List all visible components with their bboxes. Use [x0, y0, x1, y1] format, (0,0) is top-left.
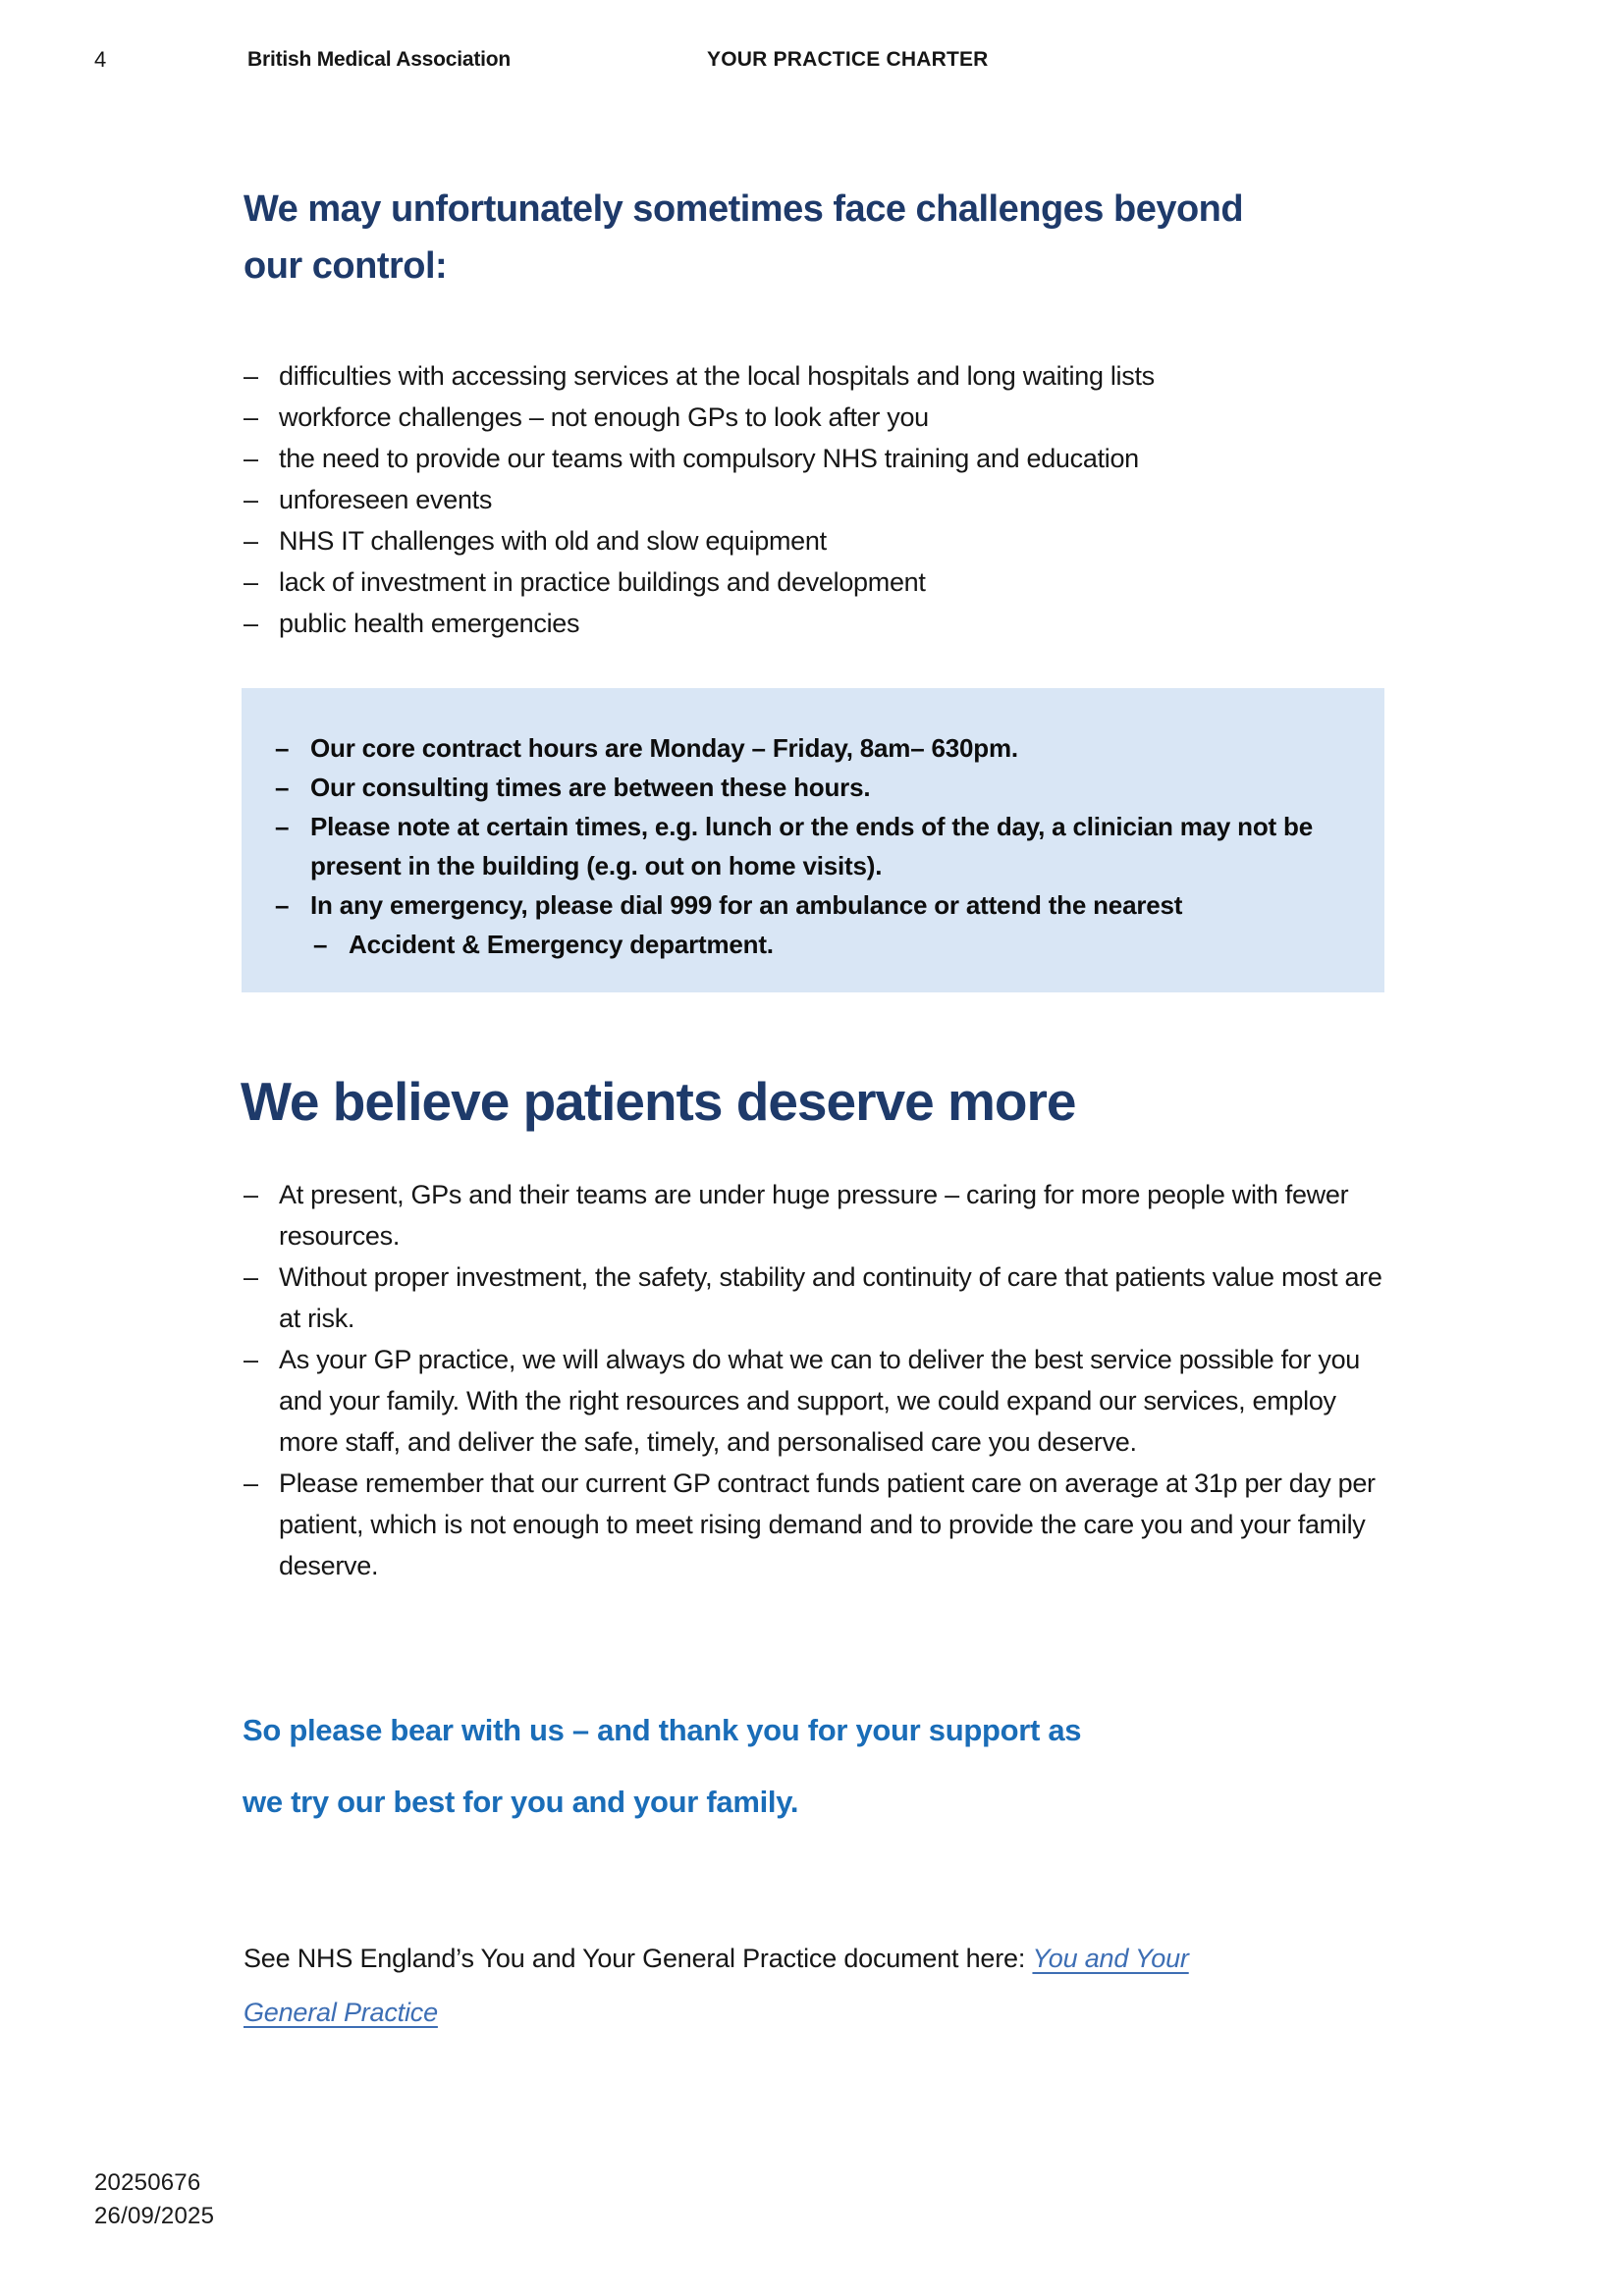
- organisation-name: British Medical Association: [247, 48, 512, 71]
- dash-bullet-icon: –: [313, 930, 328, 959]
- list-item: [244, 1339, 1386, 1463]
- list-item-body: [349, 925, 1357, 964]
- list-item-text: Please remember that our current GP contract funds patient care on average at 31p per day per patient, which is not enough to meet rising demand and to provide the care you and your family deserve.: [279, 1468, 1376, 1580]
- list-item-body: [279, 355, 1386, 397]
- believe-list: [244, 1174, 1386, 1586]
- dash-bullet-icon: –: [244, 1468, 258, 1498]
- list-item-body: [279, 1256, 1386, 1339]
- page-number: 4: [94, 47, 107, 72]
- list-item-text: At present, GPs and their teams are under huge pressure – caring for more people with fewer resources.: [279, 1180, 1349, 1251]
- list-item-body: [310, 885, 1357, 964]
- list-item-body: [279, 1339, 1386, 1463]
- nhs-england-paragraph-text: See NHS England’s You and Your General Practice document here:: [244, 1944, 1033, 1973]
- list-item-body: [279, 603, 1386, 644]
- list-item: [244, 355, 1386, 397]
- document-date: 26/09/2025: [94, 2203, 215, 2229]
- dash-bullet-icon: –: [244, 1262, 258, 1292]
- dash-bullet-icon: –: [244, 567, 258, 597]
- list-item: [244, 1463, 1386, 1586]
- list-item-body: [279, 1463, 1386, 1586]
- list-item: [244, 520, 1386, 561]
- core-hours-list: [275, 728, 1357, 964]
- list-item-text: lack of investment in practice buildings and development: [279, 567, 926, 597]
- challenges-list: [244, 355, 1386, 644]
- list-item: [275, 728, 1357, 768]
- list-item-text: In any emergency, please dial 999 for an ambulance or attend the nearest: [310, 890, 1183, 920]
- list-item-text: As your GP practice, we will always do what we can to deliver the best service possible for you and your family. With the right resources and support, we could expand our services, employ more staff, and deliver the safe, timely, and personalised care you deserve.: [279, 1345, 1361, 1457]
- page-footer: [94, 2166, 214, 2233]
- list-item: [244, 603, 1386, 644]
- dash-bullet-icon: –: [244, 444, 258, 473]
- list-item: [244, 438, 1386, 479]
- list-item: [244, 1256, 1386, 1339]
- list-item-text: Our core contract hours are Monday – Friday, 8am– 630pm.: [310, 733, 1018, 763]
- list-item-text: Our consulting times are between these hours.: [310, 773, 871, 802]
- challenges-heading-line1: We may unfortunately sometimes face challenges beyond: [244, 188, 1244, 230]
- list-item-body: [279, 479, 1386, 520]
- list-item-text: workforce challenges – not enough GPs to look after you: [279, 402, 929, 432]
- list-item-body: [310, 807, 1357, 885]
- dash-bullet-icon: –: [244, 609, 258, 638]
- list-item-text: Without proper investment, the safety, stability and continuity of care that patients value most are at risk.: [279, 1262, 1382, 1333]
- list-item: [244, 479, 1386, 520]
- challenges-heading-line2: our control:: [244, 245, 448, 287]
- list-item-body: [279, 397, 1386, 438]
- dash-bullet-icon: –: [275, 812, 290, 841]
- dash-bullet-icon: –: [244, 485, 258, 514]
- dash-bullet-icon: –: [275, 890, 290, 920]
- link-text-line1[interactable]: You and Your: [1032, 1944, 1189, 1973]
- dash-bullet-icon: –: [244, 1180, 258, 1209]
- document-reference: 20250676: [94, 2169, 201, 2196]
- challenges-heading: [244, 181, 1461, 294]
- list-item: [275, 885, 1357, 964]
- list-item: [244, 1174, 1386, 1256]
- list-item-body: [279, 1174, 1386, 1256]
- list-item-body: [279, 438, 1386, 479]
- list-item: [244, 561, 1386, 603]
- list-item-body: [279, 520, 1386, 561]
- list-item-text: unforeseen events: [279, 485, 493, 514]
- sub-list: [313, 925, 1357, 964]
- list-item-body: [310, 768, 1357, 807]
- nhs-england-paragraph: [244, 1932, 1412, 2040]
- thanks-heading-line1: So please bear with us – and thank you for your support as: [243, 1713, 1082, 1747]
- dash-bullet-icon: –: [275, 733, 290, 763]
- list-item: [275, 807, 1357, 885]
- document-title: YOUR PRACTICE CHARTER: [707, 48, 989, 71]
- link-text-line2[interactable]: General Practice: [244, 1998, 438, 2027]
- thanks-heading-line2: we try our best for you and your family.: [243, 1785, 799, 1819]
- dash-bullet-icon: –: [244, 1345, 258, 1374]
- list-item-text: the need to provide our teams with compulsory NHS training and education: [279, 444, 1139, 473]
- list-item-body: [279, 561, 1386, 603]
- core-hours-callout: [242, 688, 1384, 992]
- list-item: [244, 397, 1386, 438]
- list-item: [275, 768, 1357, 807]
- believe-heading: We believe patients deserve more: [241, 1071, 1076, 1132]
- list-item-text: Please note at certain times, e.g. lunch or the ends of the day, a clinician may not be present in the building (e.g. out on home visits).: [310, 812, 1313, 881]
- list-item-body: [310, 728, 1357, 768]
- thanks-heading: [243, 1709, 1460, 1824]
- list-item-text: public health emergencies: [279, 609, 580, 638]
- dash-bullet-icon: –: [275, 773, 290, 802]
- list-item-text: difficulties with accessing services at the local hospitals and long waiting lists: [279, 361, 1155, 391]
- dash-bullet-icon: –: [244, 361, 258, 391]
- dash-bullet-icon: –: [244, 526, 258, 556]
- list-item-text: NHS IT challenges with old and slow equipment: [279, 526, 827, 556]
- list-item-text: Accident & Emergency department.: [349, 930, 774, 959]
- list-item: [313, 925, 1357, 964]
- dash-bullet-icon: –: [244, 402, 258, 432]
